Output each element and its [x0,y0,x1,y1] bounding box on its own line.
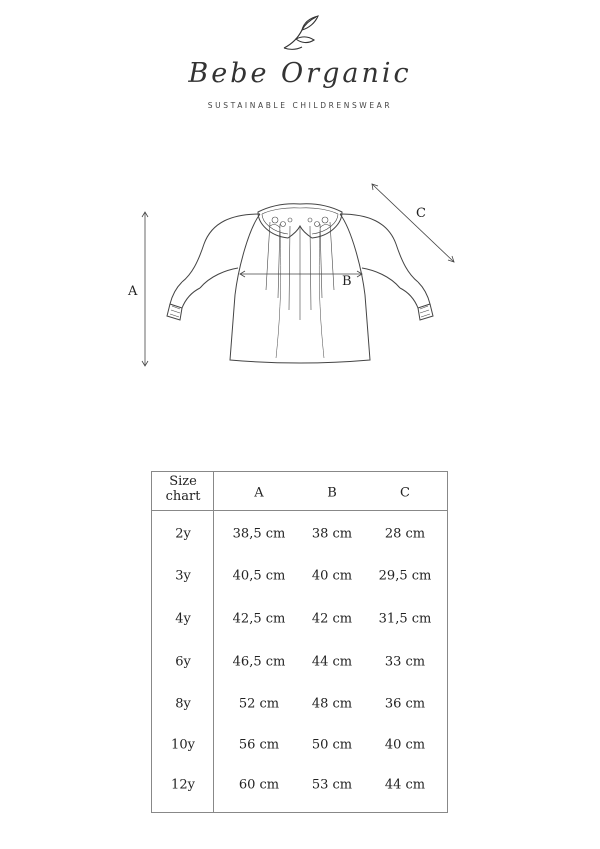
size-label: 8y [175,696,191,712]
measurement-a: 46,5 cm [232,654,286,670]
measurement-a: 60 cm [238,777,280,793]
brand-name: Bebe Organic [188,58,412,89]
measurement-a: 38,5 cm [232,526,286,542]
measurement-b: 53 cm [311,777,353,793]
size-label: 3y [175,568,191,584]
leaf-logo-icon [280,14,326,52]
measurement-a: 42,5 cm [232,611,286,627]
brand-header [0,0,600,130]
table-divider-vertical [213,472,214,812]
measurement-c: 29,5 cm [378,568,432,584]
column-header-c: C [400,485,410,501]
measurement-a: 52 cm [238,696,280,712]
dimension-c-label: C [416,206,426,221]
size-label: 10y [171,737,195,753]
column-header-b: B [327,485,337,501]
measurement-c: 31,5 cm [378,611,432,627]
dimension-b-label: B [342,274,352,289]
measurement-b: 38 cm [311,526,353,542]
table-divider-horizontal [152,510,447,511]
measurement-b: 44 cm [311,654,353,670]
measurement-a: 40,5 cm [232,568,286,584]
size-label: 6y [175,654,191,670]
garment-diagram [120,170,480,390]
size-label: 4y [175,611,191,627]
measurement-a: 56 cm [238,737,280,753]
size-label: 2y [175,526,191,542]
size-chart-table [151,471,448,813]
column-header-a: A [254,485,264,501]
measurement-c: 40 cm [384,737,426,753]
measurement-c: 28 cm [384,526,426,542]
dimension-a-label: A [128,284,138,299]
size-chart-corner-label: Size chart [165,474,201,504]
measurement-c: 36 cm [384,696,426,712]
measurement-b: 50 cm [311,737,353,753]
size-label: 12y [171,777,195,793]
measurement-b: 48 cm [311,696,353,712]
brand-tagline: SUSTAINABLE CHILDRENSWEAR [207,101,393,110]
measurement-b: 40 cm [311,568,353,584]
measurement-c: 44 cm [384,777,426,793]
measurement-b: 42 cm [311,611,353,627]
measurement-c: 33 cm [384,654,426,670]
